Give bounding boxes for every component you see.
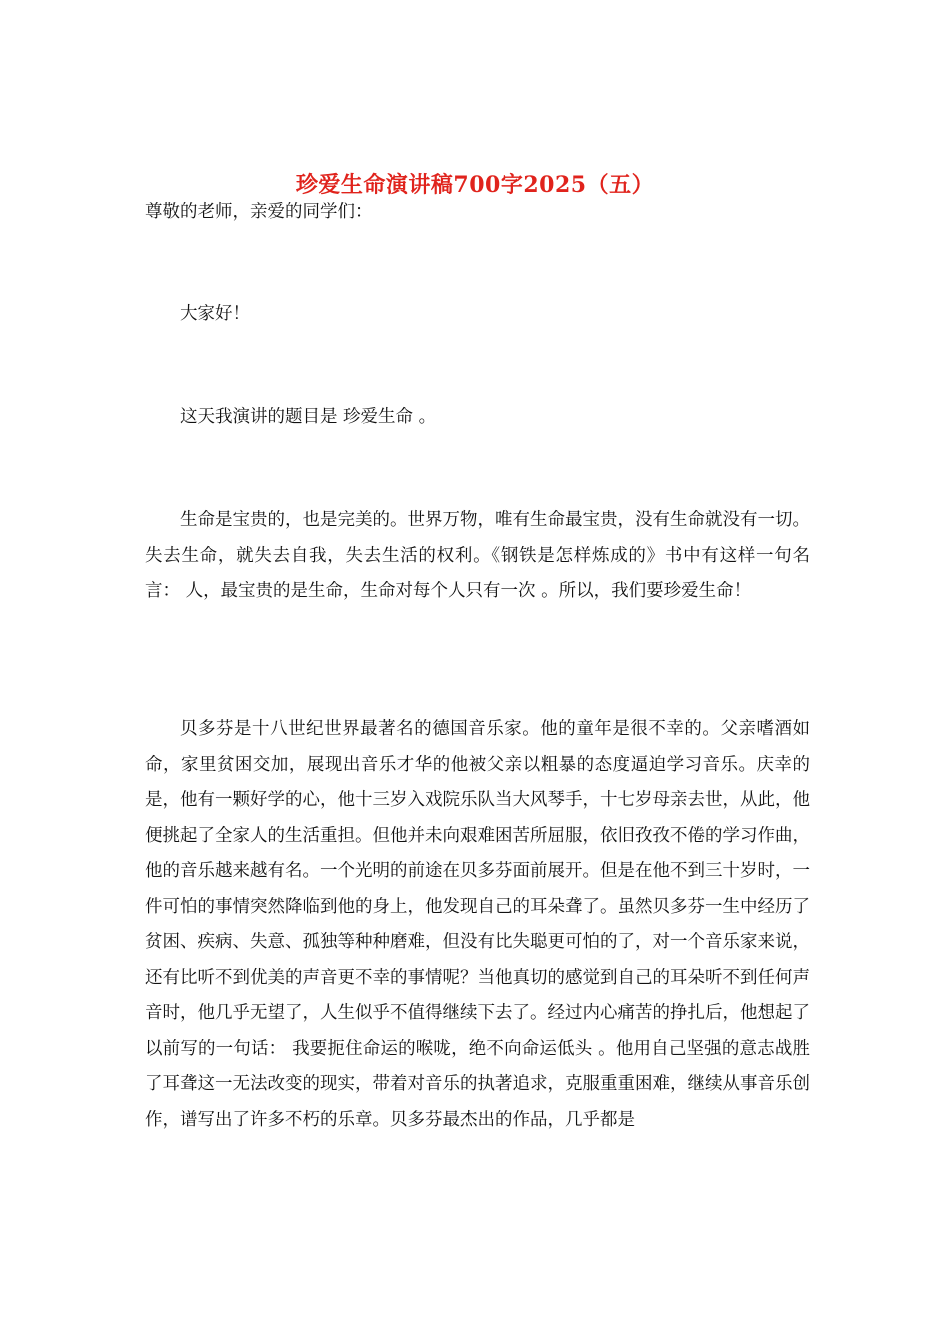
document-title: 珍爱生命演讲稿700字2025（五） xyxy=(295,171,655,198)
body-paragraph-2: 贝多芬是十八世纪世界最著名的德国音乐家。他的童年是很不幸的。父亲嗜酒如命，家里贫困交加，展现出音乐才华的他被父亲以粗暴的态度逼迫学习音乐。庆幸的是，他有一颗好学的心，他十三岁入戏院乐队当大风琴手，十七岁母亲去世，从此，他便挑起了全家人的生活重担。但他并未向艰难困苦所屈服，依旧孜孜不倦的学习作曲，他的音乐越来越有名。一个光明的前途在贝多芬面前展开。但是在他不到三十岁时，一件可怕的事情突然降临到他的身上，他发现自己的耳朵聋了。虽然贝多芬一生中经历了贫困、疾病、失意、孤独等种种磨难，但没有比失聪更可怕的了，对一个音乐家来说，还有比听不到优美的声音更不幸的事情呢？当他真切的感觉到自己的耳朵听不到任何声音时，他几乎无望了，人生似乎不值得继续下去了。经过内心痛苦的挣扎后，他想起了以前写的一句话： 我要扼住命运的喉咙，绝不向命运低头 。他用自己坚强的意志战胜了耳聋这一无法改变的现实，带着对音乐的执著追求，克服重重困难，继续从事音乐创作，谱写出了许多不朽的乐章。贝多芬最杰出的作品，几乎都是 xyxy=(145,719,810,1130)
greeting-line: 尊敬的老师，亲爱的同学们： xyxy=(145,202,373,222)
body-paragraph-1: 生命是宝贵的，也是完美的。世界万物，唯有生命最宝贵，没有生命就没有一切。失去生命，就失去自我，失去生活的权利。《钢铁是怎样炼成的》书中有这样一句名言： 人，最宝贵的是生命，生命对每个人只有一次 。所以，我们要珍爱生命！ xyxy=(145,510,810,601)
topic-line: 这天我演讲的题目是 珍爱生命 。 xyxy=(180,407,437,427)
hello-line: 大家好！ xyxy=(180,304,250,324)
